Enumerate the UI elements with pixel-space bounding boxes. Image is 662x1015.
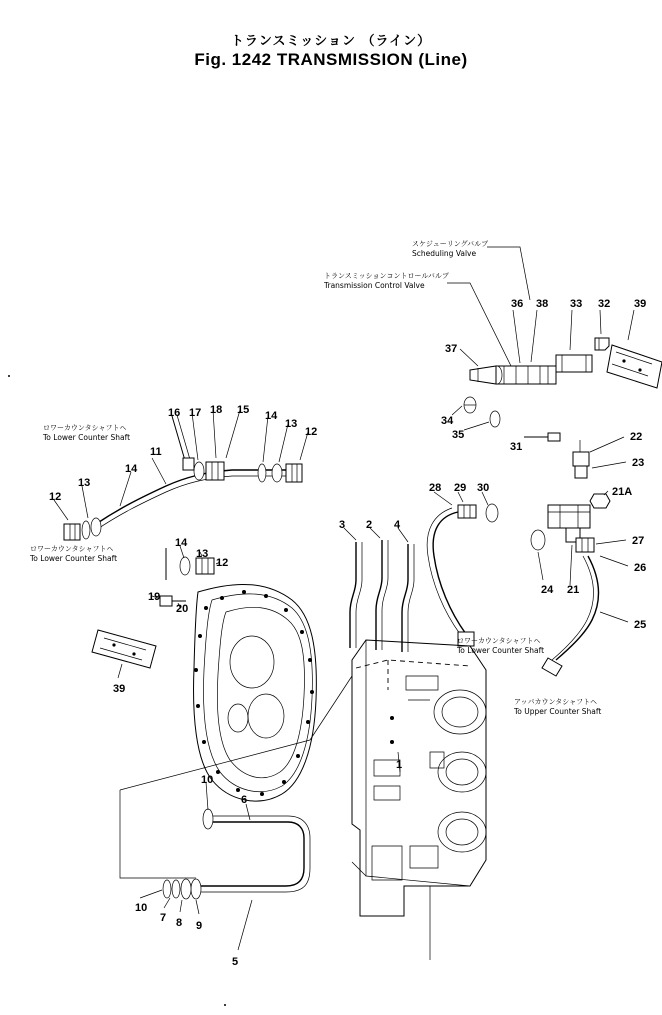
annotation-en: To Lower Counter Shaft: [43, 433, 131, 442]
callout-20: 20: [176, 603, 189, 615]
callout-21: 21: [567, 584, 580, 596]
callout-34: 34: [441, 415, 454, 427]
annotation-en: To Lower Counter Shaft: [30, 554, 118, 563]
callout-13-mid: 13: [196, 548, 209, 560]
callout-14-mid: 14: [175, 537, 188, 549]
callout-36: 36: [511, 298, 524, 310]
callout-21a: 21A: [612, 486, 633, 498]
callout-13-top: 13: [285, 418, 298, 430]
annotation-en: Scheduling Valve: [412, 249, 477, 258]
callout-35: 35: [452, 429, 465, 441]
callout-27: 27: [632, 535, 645, 547]
callout-25: 25: [634, 619, 647, 631]
callout-4: 4: [394, 519, 401, 531]
callout-19: 19: [148, 591, 161, 603]
callout-29: 29: [454, 482, 467, 494]
callout-9: 9: [196, 920, 203, 932]
callout-14-top: 14: [265, 410, 278, 422]
callout-12-top: 12: [305, 426, 318, 438]
annotation-jp: ロワーカウンタシャフトヘ: [30, 545, 114, 553]
callout-32: 32: [598, 298, 611, 310]
callout-1: 1: [396, 759, 403, 771]
callout-39-top: 39: [634, 298, 647, 310]
callout-2: 2: [366, 519, 373, 531]
callout-33: 33: [570, 298, 583, 310]
annotation-to-lower-counter-shaft-mid: [457, 637, 544, 655]
callout-5: 5: [232, 956, 239, 968]
annotation-jp: ロワーカウンタシャフトヘ: [457, 637, 541, 645]
callout-38: 38: [536, 298, 549, 310]
register-dot-left: [8, 375, 10, 377]
callout-26: 26: [634, 562, 647, 574]
callout-39-bottom: 39: [113, 683, 126, 695]
callout-31: 31: [510, 441, 523, 453]
annotation-to-lower-counter-shaft-top: [43, 424, 130, 442]
callout-15: 15: [237, 404, 250, 416]
page-title-english: Fig. 1242 TRANSMISSION (Line): [194, 50, 468, 69]
callout-10-upper: 10: [201, 774, 214, 786]
annotation-en: To Upper Counter Shaft: [514, 707, 602, 716]
callout-16: 16: [168, 407, 181, 419]
callout-23: 23: [632, 457, 645, 469]
annotation-jp: アッパカウンタシャフトヘ: [514, 698, 598, 706]
callout-17: 17: [189, 407, 202, 419]
callout-37: 37: [445, 343, 458, 355]
callout-14-left: 14: [125, 463, 138, 475]
annotation-to-lower-counter-shaft-left: [30, 545, 117, 563]
callout-11: 11: [150, 446, 162, 458]
callout-6: 6: [241, 794, 248, 806]
annotation-jp: ロワーカウンタシャフトヘ: [43, 424, 127, 432]
callout-30: 30: [477, 482, 490, 494]
callout-10-lower: 10: [135, 902, 148, 914]
page-title-japanese: トランスミッション （ライン）: [230, 34, 432, 49]
callout-12-left: 12: [49, 491, 62, 503]
annotation-to-upper-counter-shaft: [514, 698, 601, 716]
callout-8: 8: [176, 917, 183, 929]
annotation-jp: トランスミッションコントロールバルブ: [324, 272, 449, 280]
annotation-jp: スケジューリングバルブ: [412, 240, 489, 248]
annotation-scheduling-valve: [412, 240, 488, 258]
annotation-en: Transmission Control Valve: [324, 281, 425, 290]
callout-22: 22: [630, 431, 643, 443]
callout-12-mid: 12: [216, 557, 229, 569]
callout-28: 28: [429, 482, 442, 494]
callout-13-left: 13: [78, 477, 91, 489]
register-dot-bottom: [224, 1004, 226, 1006]
callout-18: 18: [210, 404, 223, 416]
callout-3: 3: [339, 519, 346, 531]
annotation-transmission-control-valve: [324, 272, 449, 290]
callout-24: 24: [541, 584, 554, 596]
annotation-en: To Lower Counter Shaft: [457, 646, 545, 655]
callout-7: 7: [160, 912, 167, 924]
